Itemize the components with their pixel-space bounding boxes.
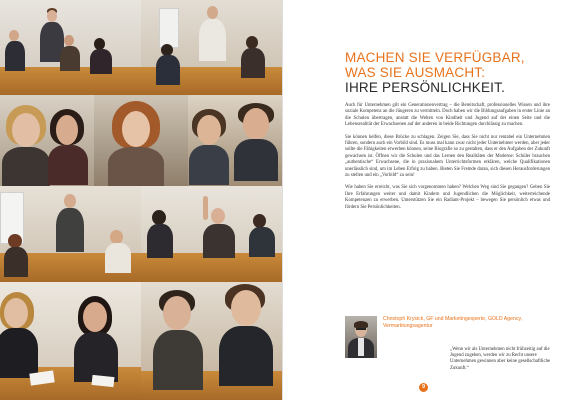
body-paragraph: Auch für Unternehmen gilt ein Generationenvertrag – die Bereitschaft, professionelles Wissen und ihre soziale Kompetenz an die Jüngeren zu vermitteln. Doch haben wir die Bildungsaufgaben in erster Linie an die Schulen übertragen, anstatt die Welten von Kindheit und Jugend auf der einen Seite und die Lebensrealität der Erwachsenen auf der anderen in beide Richtungen durchlässig zu machen.	[345, 103, 550, 128]
page-number-badge: 9	[419, 383, 428, 392]
quote-text: „Wenn wir als Unternehmen nicht frühzeitig auf die Jugend zugehen, werden wir zu Recht unsere Unternehmen gewinnen aber keine gesellschaftliche Zukunft.“	[450, 347, 551, 371]
photo-students-discussing	[188, 95, 282, 186]
photo-teacher-gesturing	[0, 186, 141, 282]
photo-teacher-with-students	[141, 0, 282, 95]
headline	[345, 50, 545, 95]
photo-student-listening	[94, 95, 188, 186]
photo-collage	[0, 0, 282, 400]
headline-line-1: MACHEN SIE VERFÜGBAR, WAS SIE AUSMACHT:	[345, 50, 525, 80]
photo-girls-taking-notes	[0, 282, 141, 400]
body-text	[345, 103, 550, 217]
portrait-caption: Christoph Krysick, GF und Marketingexperte, GOLD Agency, Vermarktungsagentur	[383, 316, 523, 329]
portrait-photo	[345, 316, 377, 358]
photo-blonde-student	[0, 95, 94, 186]
headline-line-2: IHRE PERSÖNLICHKEIT.	[345, 80, 506, 95]
photo-student-raising-hand	[141, 186, 282, 282]
body-paragraph: Sie können helfen, diese Brücke zu schlagen. Zeigen Sie, dass Sie nicht nur rentabel ein Unternehmen führen, sondern auch ein Vorbild sind. Es muss mal kann zwar nicht jeder Unternehmer werden, aber jeder sollte die Fähigkeiten erwerben können, seine Biografie so zu gestalten, dass er den Aufgaben der Zukunft gewachsen ist. Öffnen wir die Schulen und das Lernen den Realitäten der Moderne: Schüler brauchen „authentische“ Erwachsene, die in praxisnahem Unterrichtsformen erklären, welche Qualifikationen unerlässlich sind, um im Leben Erfolg zu haben. Bieten Sie Fremde daran, sich diesen Herausforderungen zu stellen und ein „Vorbild“ zu sein!	[345, 134, 550, 179]
right-page	[283, 0, 565, 400]
photo-classroom-teacher-standing	[0, 0, 141, 95]
body-paragraph: Wie haben Sie erreicht, was Sie sich vorgenommen haben? Welchen Weg sind Sie gegangen? Geben Sie Ihre Erfahrungen weiter und damit Kindern und Jugendlichen die Möglichkeit, weiterreichende Kompetenzen zu erwerben. Unterstützen Sie ein Radiant-Projekt – bewegen Sie persönlich etwas und fördern Sie Persönlichkeiten.	[345, 185, 550, 210]
photo-boys-smiling	[141, 282, 282, 400]
quote-block	[345, 316, 555, 371]
